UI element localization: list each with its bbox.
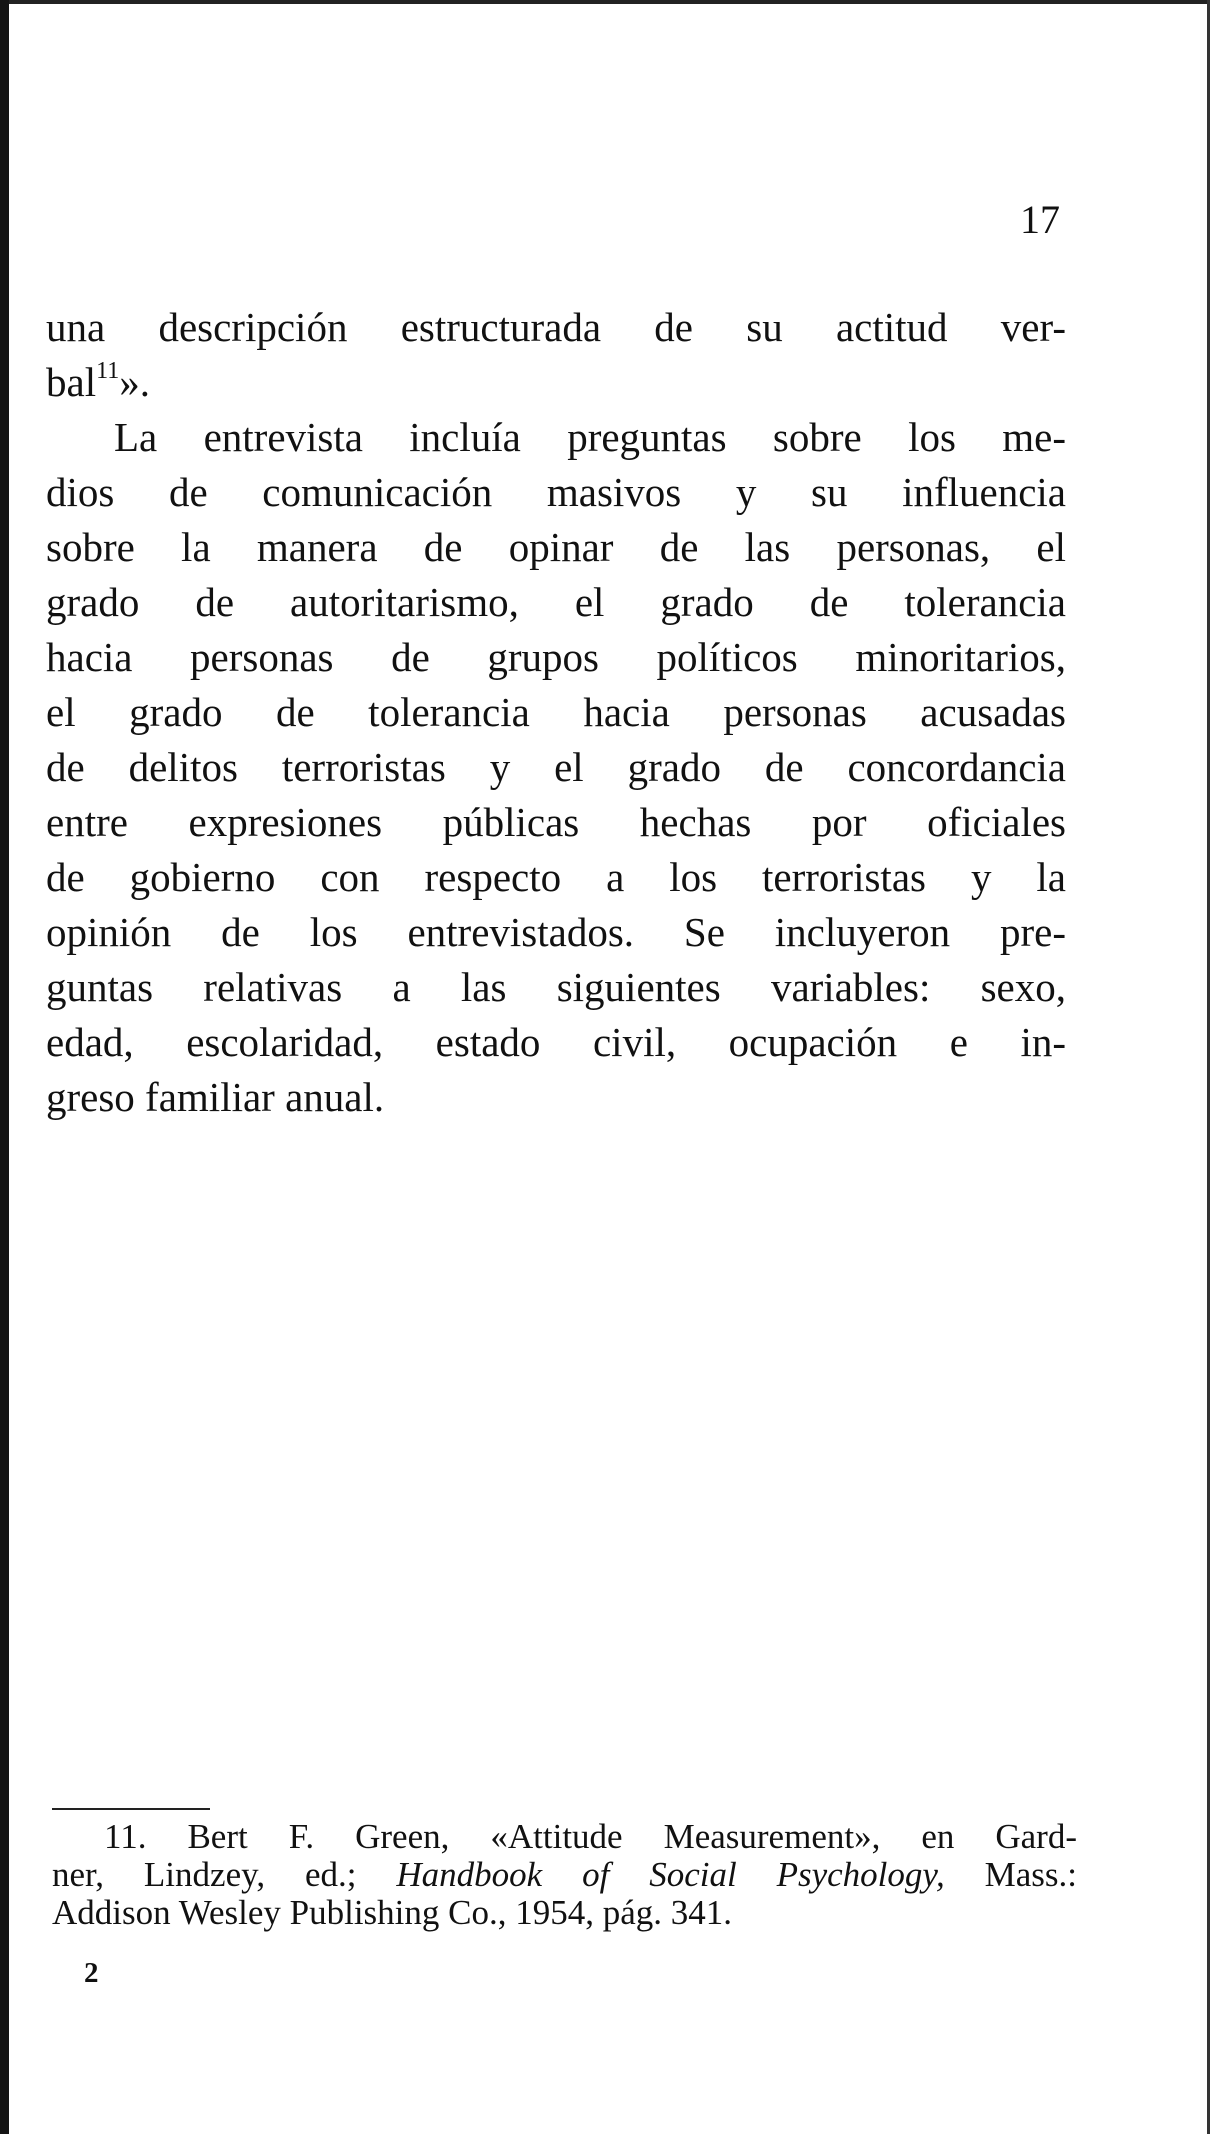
- text-line: entre expresiones públicas hechas por oficiales: [46, 799, 1066, 845]
- text-line: hacia personas de grupos políticos minoritarios,: [46, 634, 1066, 680]
- text-line: de gobierno con respecto a los terroristas y la: [46, 854, 1066, 900]
- text-fragment: Mass.:: [944, 1855, 1077, 1894]
- text-line: el grado de tolerancia hacia personas acusadas: [46, 689, 1066, 735]
- footnote: [52, 1818, 1077, 1932]
- page-number: 17: [1020, 197, 1060, 242]
- text-line: grado de autoritarismo, el grado de tolerancia: [46, 579, 1066, 625]
- text-line: una descripción estructurada de su actitud ver-: [46, 304, 1066, 350]
- text-line: opinión de los entrevistados. Se incluyeron pre-: [46, 909, 1066, 955]
- text-line: [46, 355, 1066, 410]
- text-line: guntas relativas a las siguientes variables: sexo,: [46, 964, 1066, 1010]
- text-line: sobre la manera de opinar de las personas, el: [46, 524, 1066, 570]
- scan-border-top: [0, 0, 1210, 4]
- body-text: [46, 300, 1066, 1125]
- text-line: de delitos terroristas y el grado de concordancia: [46, 744, 1066, 790]
- footnote-reference: 11: [96, 358, 120, 384]
- book-title: Handbook of Social Psychology,: [396, 1855, 945, 1894]
- text-fragment: bal: [46, 359, 97, 405]
- text-line: La entrevista incluía preguntas sobre los me-: [114, 414, 1066, 460]
- scan-border-left: [0, 0, 9, 2134]
- printer-signature-mark: 2: [84, 1957, 99, 1989]
- footnote-line: 11. Bert F. Green, «Attitude Measurement», en Gard-: [104, 1817, 1077, 1856]
- paragraph-2: [46, 410, 1066, 1125]
- text-line: edad, escolaridad, estado civil, ocupación e in-: [46, 1019, 1066, 1065]
- text-line: greso familiar anual.: [46, 1074, 385, 1120]
- paragraph-1: [46, 300, 1066, 410]
- footnote-rule: [52, 1808, 210, 1810]
- text-line: dios de comunicación masivos y su influencia: [46, 469, 1066, 515]
- footnote-line: [52, 1856, 1077, 1894]
- text-fragment: ».: [119, 359, 150, 405]
- footnote-line: Addison Wesley Publishing Co., 1954, pág. 341.: [52, 1893, 733, 1932]
- text-fragment: ner, Lindzey, ed.;: [52, 1855, 397, 1894]
